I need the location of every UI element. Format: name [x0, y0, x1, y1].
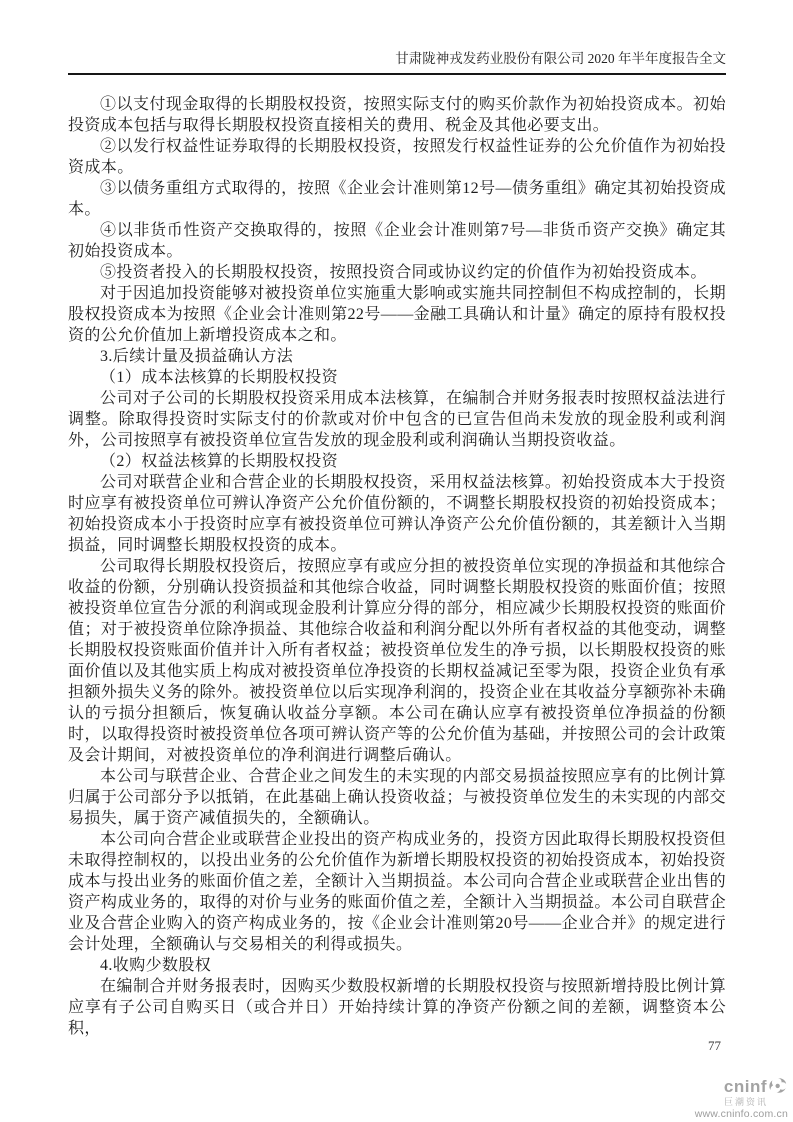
body-paragraph: ③以债务重组方式取得的，按照《企业会计准则第12号—债务重组》确定其初始投资成本。 [68, 180, 726, 218]
cninfo-brand-text: cninf [723, 1076, 767, 1096]
body-paragraph: 在编制合并财务报表时，因购买少数股权新增的长期股权投资与按照新增持股比例计算应享有子公司自购买日（或合并日）开始持续计算的净资产份额之间的差额，调整资本公积， [68, 978, 726, 1037]
body-paragraph: ①以支付现金取得的长期股权投资，按照实际支付的购买价款作为初始投资成本。初始投资成本包括与取得长期股权投资直接相关的费用、税金及其他必要支出。 [68, 96, 726, 134]
body-paragraph: 公司对联营企业和合营企业的长期股权投资，采用权益法核算。初始投资成本大于投资时应享有被投资单位可辨认净资产公允价值份额的，不调整长期股权投资的初始投资成本；初始投资成本小于投资时应享有被投资单位可辨认净资产公允价值份额的，其差额计入当期损益，同时调整长期股权投资的成本。 [68, 474, 726, 554]
page-number: 77 [708, 1038, 721, 1053]
cninfo-logo-row [628, 1076, 788, 1096]
body-paragraph: ②以发行权益性证券取得的长期股权投资，按照发行权益性证券的公允价值作为初始投资成本。 [68, 138, 726, 176]
body-paragraph: （2）权益法核算的长期股权投资 [100, 453, 339, 470]
body-paragraph: 4.收购少数股权 [100, 957, 212, 974]
cninfo-brand-chinese: 巨潮资讯 [723, 1097, 768, 1107]
cninfo-url: www.cninfo.com.cn [694, 1108, 788, 1120]
body-paragraph: 公司对子公司的长期股权投资采用成本法核算，在编制合并财务报表时按照权益法进行调整。除取得投资时实际支付的价款或对价中包含的已宣告但尚未发放的现金股利或利润外，公司按照享有被投资单位宣告发放的现金股利或利润确认当期投资收益。 [68, 390, 726, 449]
body-paragraph: 本公司与联营企业、合营企业之间发生的未实现的内部交易损益按照应享有的比例计算归属于公司部分予以抵销，在此基础上确认投资收益；与被投资单位发生的未实现的内部交易损失，属于资产减值损失的，全额确认。 [68, 768, 726, 827]
body-paragraph: ⑤投资者投入的长期股权投资，按照投资合同或协议约定的价值作为初始投资成本。 [100, 264, 707, 281]
page-header-title: 甘肃陇神戎发药业股份有限公司 2020 年半年度报告全文 [68, 50, 726, 75]
body-paragraph: 公司取得长期股权投资后，按照应享有或应分担的被投资单位实现的净损益和其他综合收益的份额，分别确认投资损益和其他综合收益，同时调整长期股权投资的账面价值；按照被投资单位宣告分派的利润或现金股利计算应分得的部分，相应减少长期股权投资的账面价值；对于被投资单位除净损益、其他综合收益和利润分配以外所有者权益的其他变动，调整长期股权投资账面价值并计入所有者权益；被投资单位发生的净亏损，以长期股权投资的账面价值以及其他实质上构成对被投资单位净投资的长期权益减记至零为限，投资企业负有承担额外损失义务的除外。被投资单位以后实现净利润的，投资企业在其收益分享额弥补未确认的亏损分担额后，恢复确认收益分享额。本公司在确认应享有被投资单位净损益的份额时，以取得投资时被投资单位各项可辨认资产等的公允价值为基础，并按照公司的会计政策及会计期间，对被投资单位的净利润进行调整后确认。 [68, 558, 726, 764]
cninfo-logo [628, 1076, 788, 1120]
body-paragraph: ④以非货币性资产交换取得的，按照《企业会计准则第7号—非货币资产交换》确定其初始投资成本。 [68, 222, 726, 260]
body-paragraph: 本公司向合营企业或联营企业投出的资产构成业务的，投资方因此取得长期股权投资但未取得控制权的，以投出业务的公允价值作为新增长期股权投资的初始投资成本，初始投资成本与投出业务的账面价值之差，全额计入当期损益。本公司向合营企业或联营企业出售的资产构成业务的，取得的对价与业务的账面价值之差，全额计入当期损益。本公司自联营企业及合营企业购入的资产构成业务的，按《企业会计准则第20号——企业合并》的规定进行会计处理，全额确认与交易相关的利得或损失。 [68, 831, 726, 953]
document-body [68, 94, 726, 1039]
body-paragraph: 对于因追加投资能够对被投资单位实施重大影响或实施共同控制但不构成控制的，长期股权投资成本为按照《企业会计准则第22号——金融工具确认和计量》确定的原持有股权投资的公允价值加上新增投资成本之和。 [68, 285, 726, 344]
body-paragraph: （1）成本法核算的长期股权投资 [100, 369, 339, 386]
body-paragraph: 3.后续计量及损益确认方法 [100, 348, 294, 365]
swirl-icon [768, 1076, 788, 1096]
